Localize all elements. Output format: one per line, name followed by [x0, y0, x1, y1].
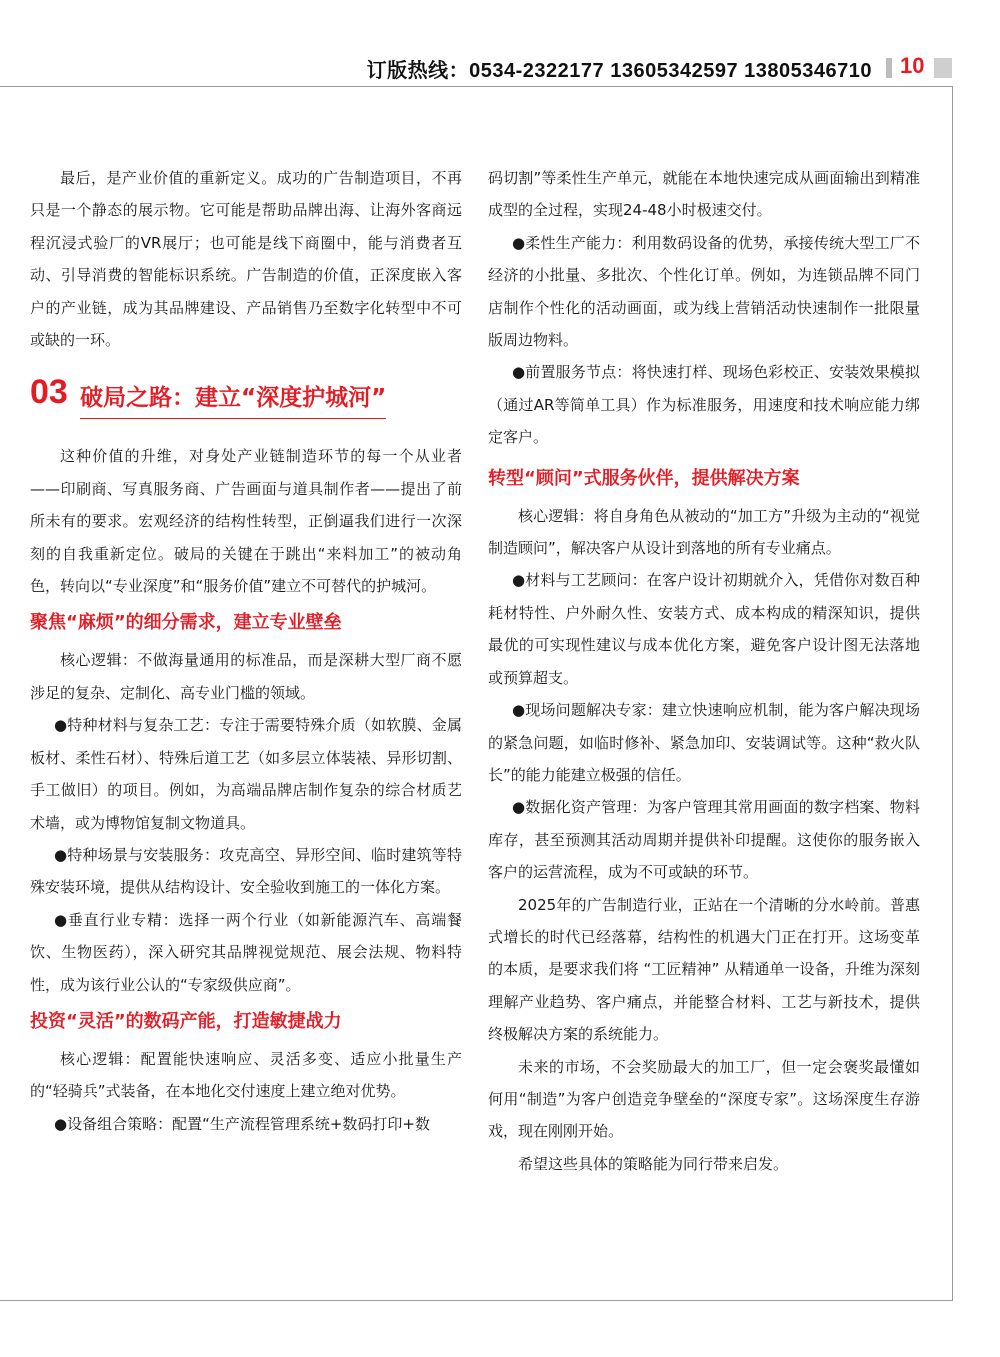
top-border-line — [0, 86, 952, 87]
bullet-vertical-industry: ●垂直行业专精：选择一两个行业（如新能源汽车、高端餐饮、生物医药），深入研究其品牌视觉规范、展会法规、物料特性，成为该行业公认的“专家级供应商”。 — [30, 910, 462, 994]
subsection-title-niche: 聚焦“麻烦”的细分需求，建立专业壁垒 — [30, 612, 342, 634]
bullet-front-service: ●前置服务节点：将快速打样、现场色彩校正、安装效果模拟（通过AR等简单工具）作为标准服务，用速度和技术响应能力绑定客户。 — [488, 363, 920, 447]
core-logic-niche: 核心逻辑：不做海量通用的标准品，而是深耕大型厂商不愿涉足的复杂、定制化、高专业门槛的领域。 — [30, 651, 462, 702]
conclusion-paragraph-2: 未来的市场，不会奖励最大的加工厂，但一定会褒奖最懂如何用“制造”为客户创造竞争壁垒的“深度专家”。这场深度生存游戏，现在刚刚开始。 — [488, 1057, 920, 1141]
page-number: 10 — [900, 53, 925, 78]
bullet-material-consultant: ●材料与工艺顾问：在客户设计初期就介入，凭借你对数百种耗材特性、户外耐久性、安装方式、成本构成的精深知识，提供最优的可实现性建议与成本优化方案，避免客户设计图无法落地或预算超支。 — [488, 571, 920, 687]
core-logic-digital: 核心逻辑：配置能快速响应、灵活多变、适应小批量生产的“轻骑兵”式装备，在本地化交付速度上建立绝对优势。 — [30, 1049, 462, 1101]
left-column — [30, 162, 462, 1140]
section-paragraph: 这种价值的升维，对身处产业链制造环节的每一个从业者——印刷商、写真服务商、广告画面与道具制作者——提出了前所未有的要求。宏观经济的结构性转型，正倒逼我们进行一次深刻的自我重新定位。破局的关键在于跳出“来料加工”的被动角色，转向以“专业深度”和“服务价值”建立不可替代的护城河。 — [30, 447, 462, 596]
bullet-special-materials: ●特种材料与复杂工艺：专注于需要特殊介质（如软膜、金属板材、柔性石材）、特殊后道工艺（如多层立体装裱、异形切割、手工做旧）的项目。例如，为高端品牌店制作复杂的综合材质艺术墙，或为博物馆复制文物道具。 — [30, 716, 462, 832]
bottom-border-line — [0, 1300, 953, 1301]
bullet-equipment-strategy: ●设备组合策略：配置“生产流程管理系统+数码打印+数 — [54, 1114, 430, 1133]
subsection-title-consultant: 转型“顾问”式服务伙伴，提供解决方案 — [488, 467, 800, 489]
conclusion-paragraph-3: 希望这些具体的策略能为同行带来启发。 — [518, 1154, 789, 1173]
section-number: 03 — [30, 373, 68, 412]
subsection-title-digital: 投资“灵活”的数码产能，打造敏捷战力 — [30, 1010, 342, 1032]
core-logic-consultant: 核心逻辑：将自身角色从被动的“加工方”升级为主动的“视觉制造顾问”，解决客户从设计到落地的所有专业痛点。 — [488, 506, 920, 558]
bullet-special-installation: ●特种场景与安装服务：攻克高空、异形空间、临时建筑等特殊安装环境，提供从结构设计、安全验收到施工的一体化方案。 — [30, 845, 462, 897]
page-tab-marker — [934, 58, 952, 78]
conclusion-paragraph-1: 2025年的广告制造行业，正站在一个清晰的分水岭前。普惠式增长的时代已经落幕，结构性的机遇大门正在打开。这场变革的本质，是要求我们将 “工匠精神” 从精通单一设备，升维为深刻理解产业趋势、客户痛点，并能整合材料、工艺与新技术，提供终极解决方案的系统能力。 — [488, 895, 920, 1044]
section-heading — [30, 373, 462, 418]
bullet-onsite-expert: ●现场问题解决专家：建立快速响应机制，能为客户解决现场的紧急问题，如临时修补、紧急加印、安装调试等。这种“救火队长”的能力能建立极强的信任。 — [488, 701, 920, 784]
continuation-paragraph: 码切割”等柔性生产单元，就能在本地快速完成从画面输出到精准成型的全过程，实现24-48小时极速交付。 — [488, 169, 920, 220]
right-border-line — [952, 86, 953, 1300]
right-column — [488, 162, 920, 1180]
header-separator — [886, 58, 892, 78]
section-title: 破局之路：建立“深度护城河” — [80, 382, 386, 418]
bullet-flexible-production: ●柔性生产能力：利用数码设备的优势，承接传统大型工厂不经济的小批量、多批次、个性化订单。例如，为连锁品牌不同门店制作个性化的活动画面，或为线上营销活动快速制作一批限量版周边物料。 — [488, 233, 920, 350]
intro-paragraph: 最后，是产业价值的重新定义。成功的广告制造项目，不再只是一个静态的展示物。它可能是帮助品牌出海、让海外客商远程沉浸式验厂的VR展厅；也可能是线下商圈中，能与消费者互动、引导消费的智能标识系统。广告制造的价值，正深度嵌入客户的产业链，成为其品牌建设、产品销售乃至数字化转型中不可或缺的一环。 — [30, 169, 462, 350]
bullet-data-asset: ●数据化资产管理：为客户管理其常用画面的数字档案、物料库存，甚至预测其活动周期并提供补印提醒。这使你的服务嵌入客户的运营流程，成为不可或缺的环节。 — [488, 798, 920, 882]
hotline-text: 订版热线：0534-2322177 13605342597 13805346710 — [366, 60, 872, 82]
